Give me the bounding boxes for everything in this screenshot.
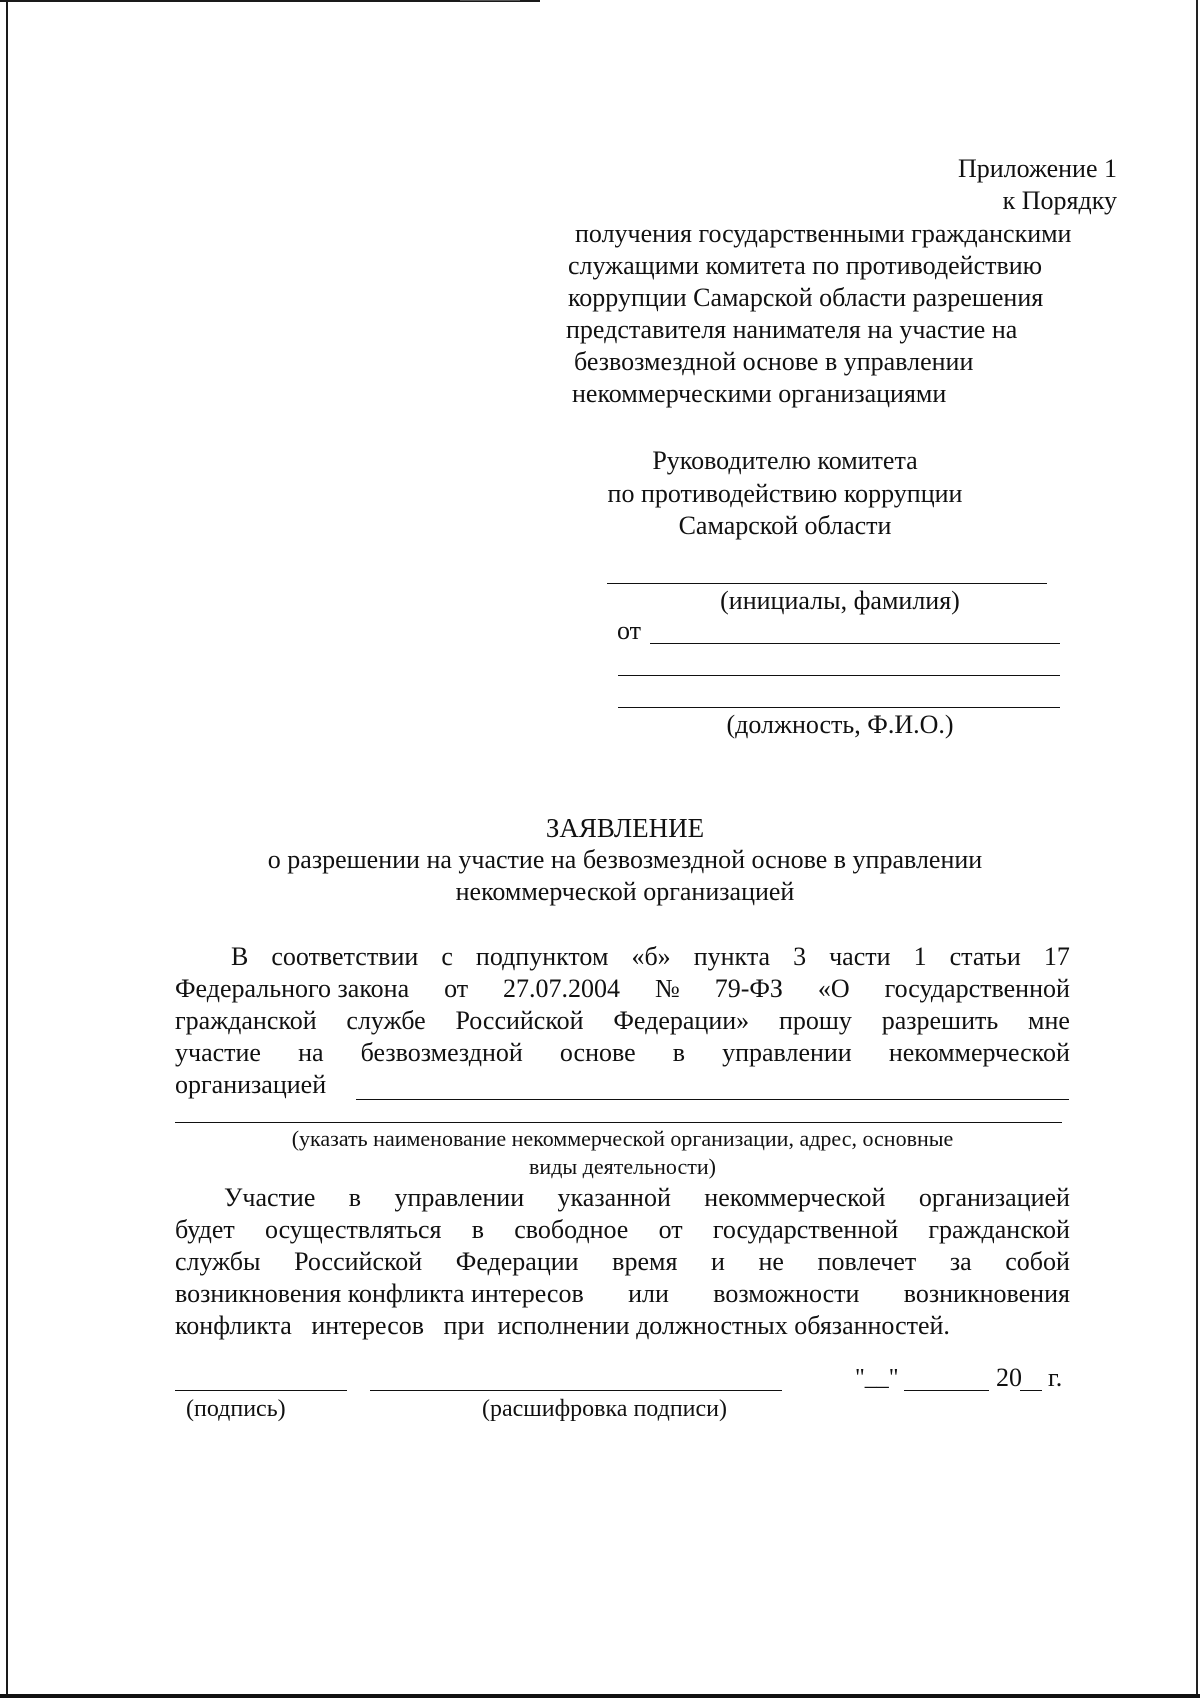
paragraph2-last-line: конфликта интересов при исполнении должностных обязанностей. (175, 1311, 950, 1340)
position-underline-1 (618, 675, 1060, 676)
appendix-order: к Порядку (1002, 186, 1117, 215)
appendix-number: Приложение 1 (957, 154, 1117, 183)
paragraph1-last-line: организацией (175, 1070, 327, 1099)
paragraph1-line: участие на безвозмездной основе в управлении некоммерческой (175, 1038, 1070, 1067)
decoding-caption: (расшифровка подписи) (482, 1396, 727, 1422)
date-day: "__" (855, 1365, 899, 1391)
paragraph2-line: службы Российской Федерации время и не повлечет за собой (175, 1247, 1070, 1276)
date-year-prefix: 20 (996, 1363, 1022, 1392)
paragraph1-line: гражданской службе Российской Федерации» прошу разрешить мне (175, 1006, 1070, 1035)
org-name-underline-2 (175, 1122, 1062, 1123)
org-caption: (указать наименование некоммерческой организации, адрес, основные (291, 1126, 954, 1151)
addressee-line: по противодействию коррупции (607, 479, 963, 508)
paragraph2-line: Участие в управлении указанной некоммерческой организацией (224, 1183, 1070, 1212)
position-underline-2 (618, 707, 1060, 708)
from-label: от (617, 616, 642, 645)
document-subtitle: некоммерческой организацией (455, 877, 795, 906)
appendix-body-line: некоммерческими организациями (572, 379, 947, 408)
addressee-line: Руководителю комитета (652, 446, 918, 475)
document-heading: ЗАЯВЛЕНИЕ (545, 813, 705, 843)
org-caption: виды деятельности) (529, 1154, 716, 1179)
org-name-underline-1 (356, 1099, 1069, 1100)
position-caption: (должность, Ф.И.О.) (726, 710, 954, 739)
initials-caption: (инициалы, фамилия) (720, 586, 960, 615)
from-underline (650, 643, 1060, 644)
appendix-body-line: представителя нанимателя на участие на (566, 315, 1018, 344)
date-month-underline (904, 1390, 989, 1391)
appendix-body-line: безвозмездной основе в управлении (574, 347, 974, 376)
scan-edge-bottom (0, 1694, 1200, 1698)
initials-underline (607, 583, 1047, 584)
paragraph2-line: возникновения конфликта интересов или возможности возникновения (175, 1279, 1070, 1308)
appendix-body-line: коррупции Самарской области разрешения (568, 283, 1044, 312)
signature-caption: (подпись) (186, 1396, 286, 1422)
paragraph1-line: В соответствии с подпунктом «б» пункта 3 части 1 статьи 17 (231, 942, 1070, 971)
appendix-body-line: получения государственными гражданскими (575, 219, 1072, 248)
document-subtitle: о разрешении на участие на безвозмездной основе в управлении (267, 845, 983, 874)
scan-edge-top-mark (460, 0, 520, 1)
addressee-line: Самарской области (678, 511, 892, 540)
scan-edge-top (0, 0, 540, 2)
paragraph2-line: будет осуществляться в свободное от государственной гражданской (175, 1215, 1070, 1244)
signature-decoding-underline (370, 1390, 782, 1391)
date-year-underline (1020, 1390, 1042, 1391)
signature-underline (175, 1390, 347, 1391)
appendix-body-line: служащими комитета по противодействию (568, 251, 1043, 280)
paragraph1-line: Федерального закона от 27.07.2004 № 79-ФЗ «О государственной (175, 974, 1070, 1003)
date-year-suffix: г. (1048, 1363, 1063, 1392)
